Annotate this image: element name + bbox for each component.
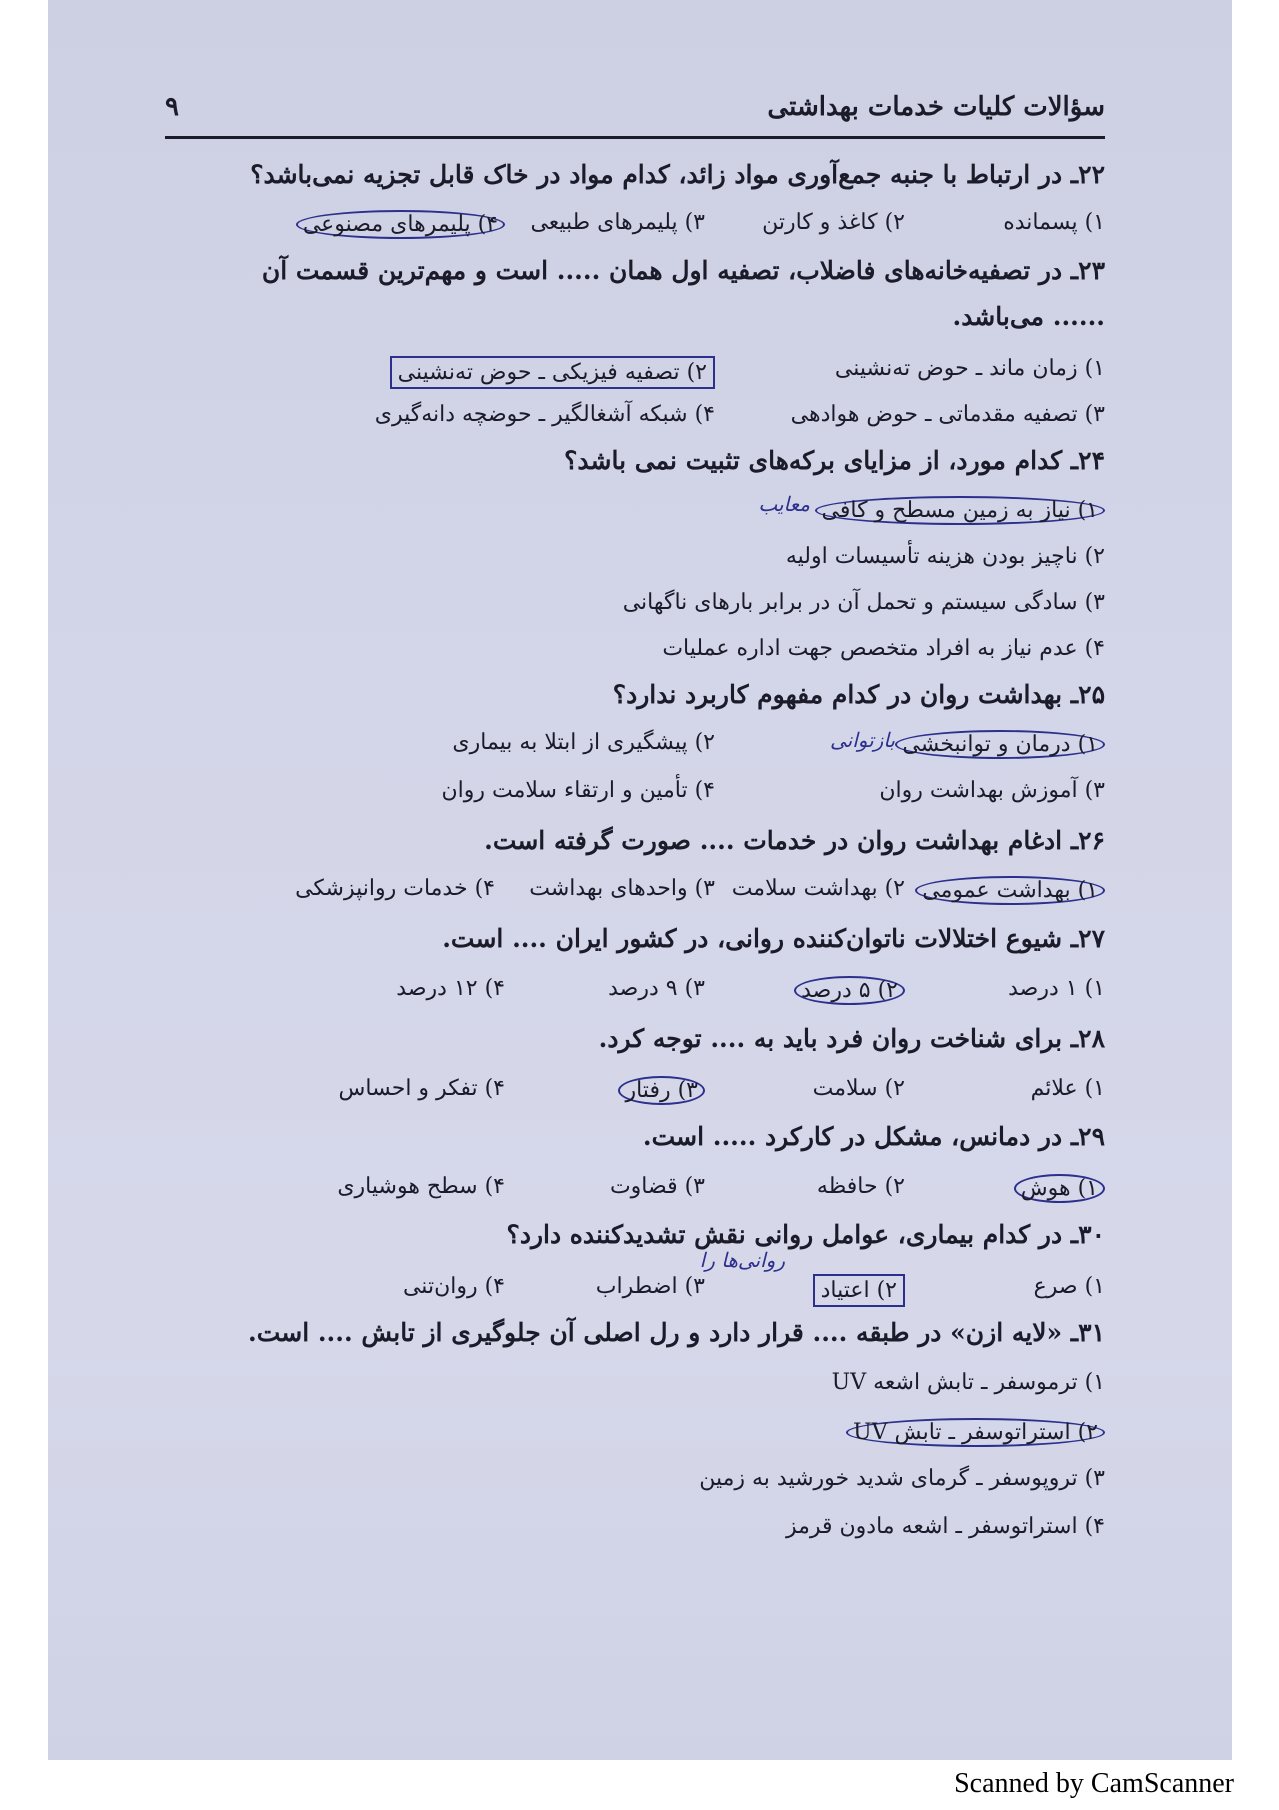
handwritten-note: معایب — [758, 492, 810, 516]
option: ۳) تصفیه مقدماتی ـ حوض هوادهی — [790, 402, 1105, 427]
handwritten-note: روانی‌ها را — [699, 1248, 785, 1272]
question-22: ۲۲ـ در ارتباط با جنبه جمع‌آوری مواد زائد، کدام مواد در خاک قابل تجزیه نمی‌باشد؟ — [250, 160, 1105, 189]
question-31: ۳۱ـ «لایه ازن» در طبقه .... قرار دارد و رل اصلی آن جلوگیری از تابش .... است. — [248, 1318, 1105, 1347]
option: ۲) حافظه — [816, 1174, 905, 1199]
option: ۱) ترموسفر ـ تابش اشعه UV — [831, 1370, 1105, 1395]
option: ۴) روان‌تنی — [402, 1274, 505, 1299]
option: ۲) پیشگیری از ابتلا به بیماری — [452, 730, 715, 755]
option-selected: ۲) ۵ درصد — [794, 976, 905, 1005]
option: ۴) شبکه آشغالگیر ـ حوضچه دانه‌گیری — [374, 402, 715, 427]
option: ۴) ۱۲ درصد — [396, 976, 505, 1001]
option: ۴) استراتوسفر ـ اشعه مادون قرمز — [785, 1514, 1105, 1539]
exam-page — [165, 88, 1105, 1738]
option: ۳) پلیمرهای طبیعی — [530, 210, 705, 235]
option-selected: ۲) اعتیاد — [813, 1274, 905, 1307]
option-selected: ۴) پلیمرهای مصنوعی — [296, 210, 505, 239]
page-number: ۹ — [165, 92, 179, 122]
option-selected: ۳) رفتار — [618, 1076, 705, 1105]
option: ۴) عدم نیاز به افراد متخصص جهت اداره عملیات — [662, 636, 1105, 661]
option: ۳) ۹ درصد — [608, 976, 705, 1001]
option: ۳) واحدهای بهداشت — [529, 876, 715, 901]
option: ۴) سطح هوشیاری — [337, 1174, 505, 1199]
option: ۲) کاغذ و کارتن — [762, 210, 905, 235]
handwritten-note: بازتوانی — [829, 728, 895, 752]
option: ۱) پسمانده — [1003, 210, 1105, 235]
question-23: ۲۳ـ در تصفیه‌خانه‌های فاضلاب، تصفیه اول همان ..... است و مهم‌ترین قسمت آن — [261, 256, 1105, 285]
scanner-watermark: Scanned by CamScanner — [954, 1768, 1234, 1799]
option: ۲) سلامت — [812, 1076, 905, 1101]
question-25: ۲۵ـ بهداشت روان در کدام مفهوم کاربرد ندارد؟ — [612, 680, 1105, 709]
question-23-cont: ...... می‌باشد. — [952, 302, 1105, 331]
option: ۲) بهداشت سلامت — [731, 876, 905, 901]
question-24: ۲۴ـ کدام مورد، از مزایای برکه‌های تثبیت نمی باشد؟ — [564, 446, 1105, 475]
question-29: ۲۹ـ در دمانس، مشکل در کارکرد ..... است. — [642, 1122, 1105, 1151]
option-selected: ۱) درمان و توانبخشی — [895, 730, 1105, 759]
option-selected: ۲) استراتوسفر ـ تابش UV — [846, 1418, 1105, 1447]
option: ۴) تأمین و ارتقاء سلامت روان — [441, 778, 715, 803]
option-selected: ۲) تصفیه فیزیکی ـ حوض ته‌نشینی — [390, 356, 715, 389]
question-28: ۲۸ـ برای شناخت روان فرد باید به .... توجه کرد. — [598, 1024, 1105, 1053]
option: ۱) صرع — [1033, 1274, 1105, 1299]
option-selected: ۱) نیاز به زمین مسطح و کافی — [815, 496, 1105, 525]
question-30: ۳۰ـ در کدام بیماری، عوامل روانی نقش تشدیدکننده دارد؟ — [506, 1220, 1105, 1249]
question-27: ۲۷ـ شیوع اختلالات ناتوان‌کننده روانی، در کشور ایران .... است. — [442, 924, 1105, 953]
option: ۲) ناچیز بودن هزینه تأسیسات اولیه — [785, 544, 1105, 569]
option: ۳) تروپوسفر ـ گرمای شدید خورشید به زمین — [699, 1466, 1105, 1491]
option-selected: ۱) هوش — [1014, 1174, 1105, 1203]
option: ۳) آموزش بهداشت روان — [879, 778, 1105, 803]
option: ۳) اضطراب — [595, 1274, 705, 1299]
question-26: ۲۶ـ ادغام بهداشت روان در خدمات .... صورت گرفته است. — [484, 826, 1105, 855]
option: ۳) سادگی سیستم و تحمل آن در برابر بارهای ناگهانی — [622, 590, 1105, 615]
option: ۱) زمان ماند ـ حوض ته‌نشینی — [834, 356, 1105, 381]
option: ۱) علائم — [1030, 1076, 1105, 1101]
page-title: سؤالات کلیات خدمات بهداشتی — [767, 92, 1105, 122]
option: ۴) تفکر و احساس — [338, 1076, 505, 1101]
option: ۴) خدمات روانپزشکی — [295, 876, 495, 901]
option: ۳) قضاوت — [609, 1174, 705, 1199]
option: ۱) ۱ درصد — [1008, 976, 1105, 1001]
page-header — [165, 88, 1105, 139]
option-selected: ۱) بهداشت عمومی — [915, 876, 1105, 905]
